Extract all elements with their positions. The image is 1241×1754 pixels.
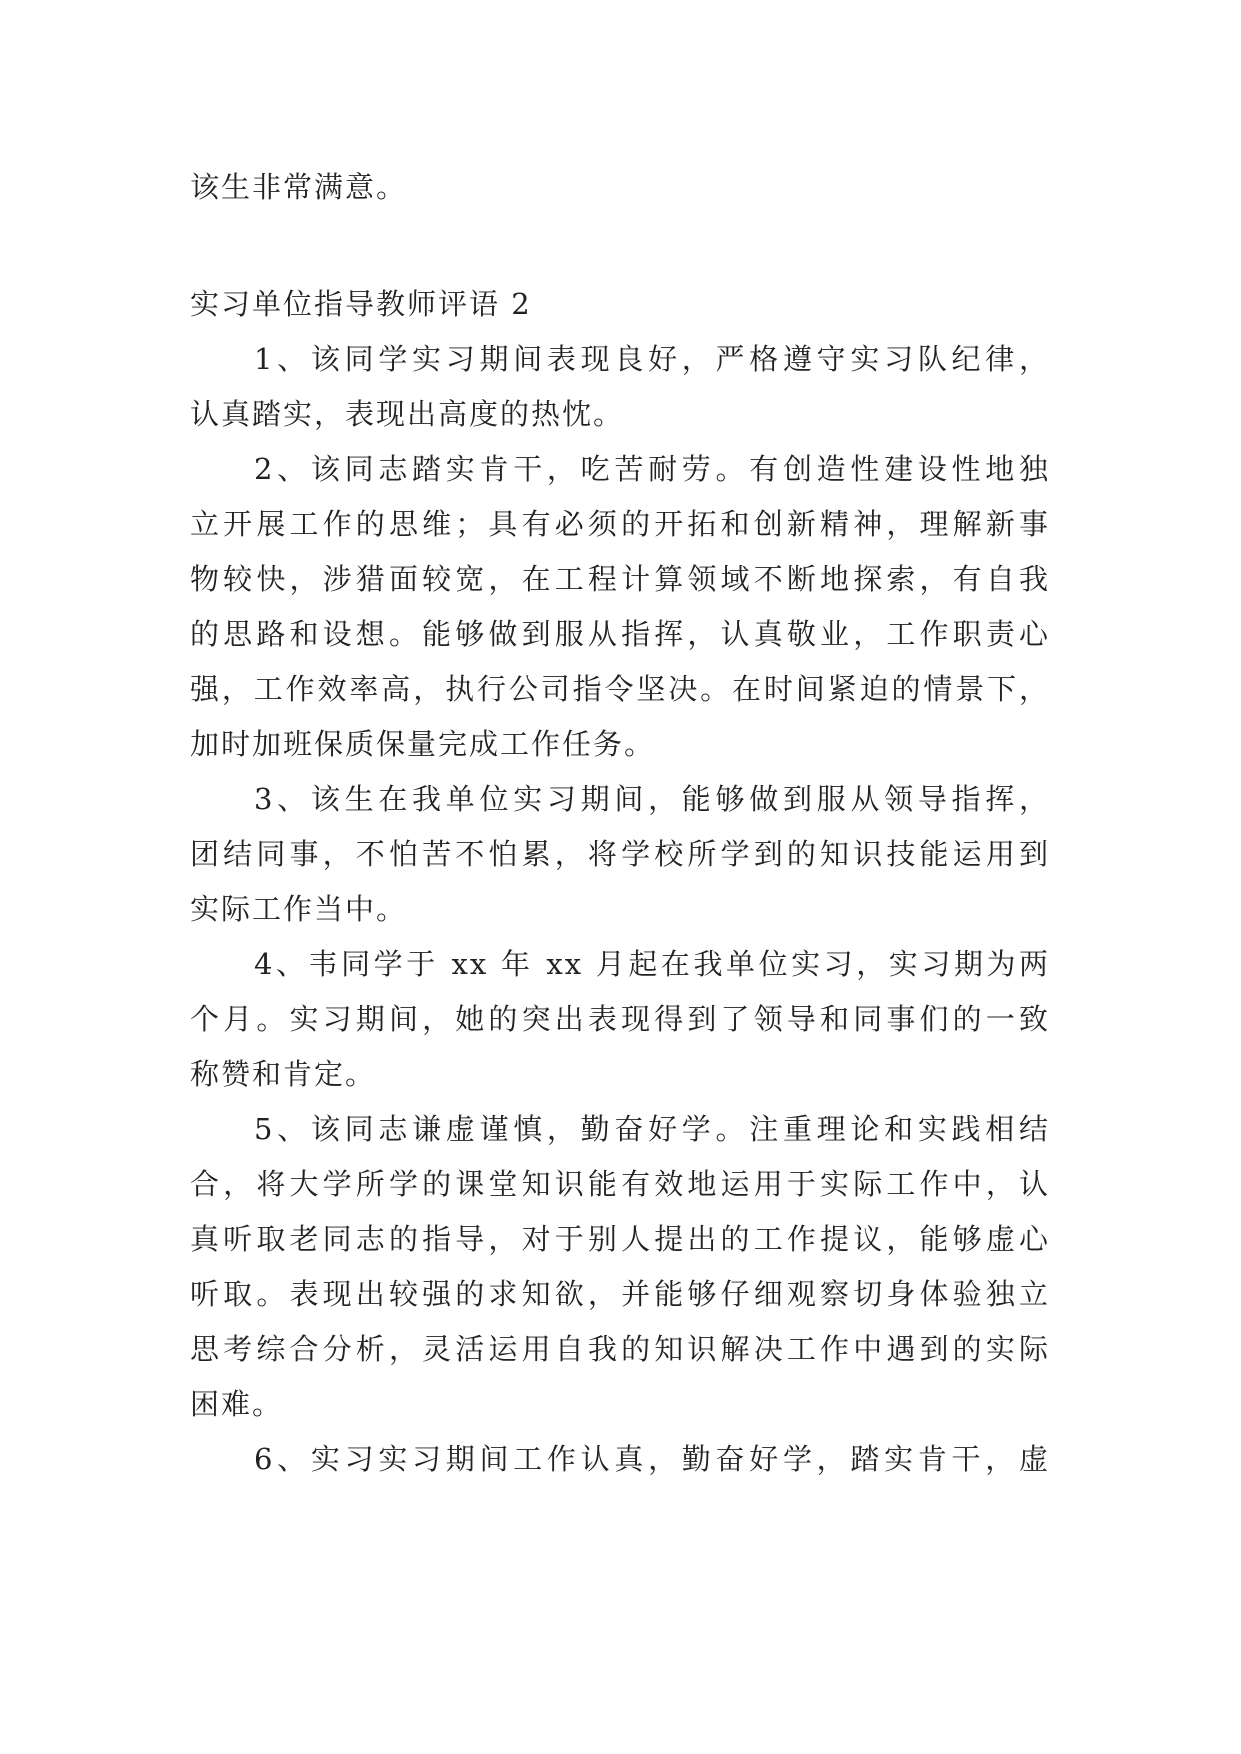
paragraph-line: 4、韦同学于 xx 年 xx 月起在我单位实习，实习期为两 xyxy=(254,947,1050,981)
section-title: 实习单位指导教师评语 2 xyxy=(190,287,532,321)
lead-line: 该生非常满意。 xyxy=(190,170,408,204)
paragraph-line: 听取。表现出较强的求知欲，并能够仔细观察切身体验独立 xyxy=(190,1277,1050,1311)
lead-line-block xyxy=(190,160,1050,215)
paragraph-4 xyxy=(190,937,1050,1102)
paragraph-line: 真听取老同志的指导，对于别人提出的工作提议，能够虚心 xyxy=(190,1222,1050,1256)
paragraph-line: 3、该生在我单位实习期间，能够做到服从领导指挥， xyxy=(254,782,1050,816)
paragraph-line: 团结同事，不怕苦不怕累，将学校所学到的知识技能运用到 xyxy=(190,837,1050,871)
paragraph-line: 物较快，涉猎面较宽，在工程计算领域不断地探索，有自我 xyxy=(190,562,1050,596)
paragraph-line: 1、该同学实习期间表现良好，严格遵守实习队纪律， xyxy=(254,342,1050,376)
paragraph-line: 个月。实习期间，她的突出表现得到了领导和同事们的一致 xyxy=(190,1002,1050,1036)
paragraph-line: 强，工作效率高，执行公司指令坚决。在时间紧迫的情景下， xyxy=(190,672,1050,706)
body-text xyxy=(190,332,1050,1487)
paragraph-line: 困难。 xyxy=(190,1387,284,1421)
paragraph-line: 2、该同志踏实肯干，吃苦耐劳。有创造性建设性地独 xyxy=(254,452,1050,486)
paragraph-line: 合，将大学所学的课堂知识能有效地运用于实际工作中，认 xyxy=(190,1167,1050,1201)
section-title-block xyxy=(190,277,1050,332)
paragraph-line: 思考综合分析，灵活运用自我的知识解决工作中遇到的实际 xyxy=(190,1332,1050,1366)
paragraph-line: 6、实习实习期间工作认真，勤奋好学，踏实肯干，虚 xyxy=(254,1442,1050,1476)
paragraph-2 xyxy=(190,442,1050,772)
paragraph-line: 立开展工作的思维；具有必须的开拓和创新精神，理解新事 xyxy=(190,507,1050,541)
paragraph-line: 的思路和设想。能够做到服从指挥，认真敬业，工作职责心 xyxy=(190,617,1050,651)
paragraph-1 xyxy=(190,332,1050,442)
paragraph-line: 实际工作当中。 xyxy=(190,892,408,926)
paragraph-5 xyxy=(190,1102,1050,1432)
paragraph-line: 加时加班保质保量完成工作任务。 xyxy=(190,727,656,761)
paragraph-3 xyxy=(190,772,1050,937)
paragraph-line: 认真踏实，表现出高度的热忱。 xyxy=(190,397,625,431)
paragraph-line: 5、该同志谦虚谨慎，勤奋好学。注重理论和实践相结 xyxy=(254,1112,1050,1146)
paragraph-6 xyxy=(190,1432,1050,1487)
paragraph-line: 称赞和肯定。 xyxy=(190,1057,377,1091)
